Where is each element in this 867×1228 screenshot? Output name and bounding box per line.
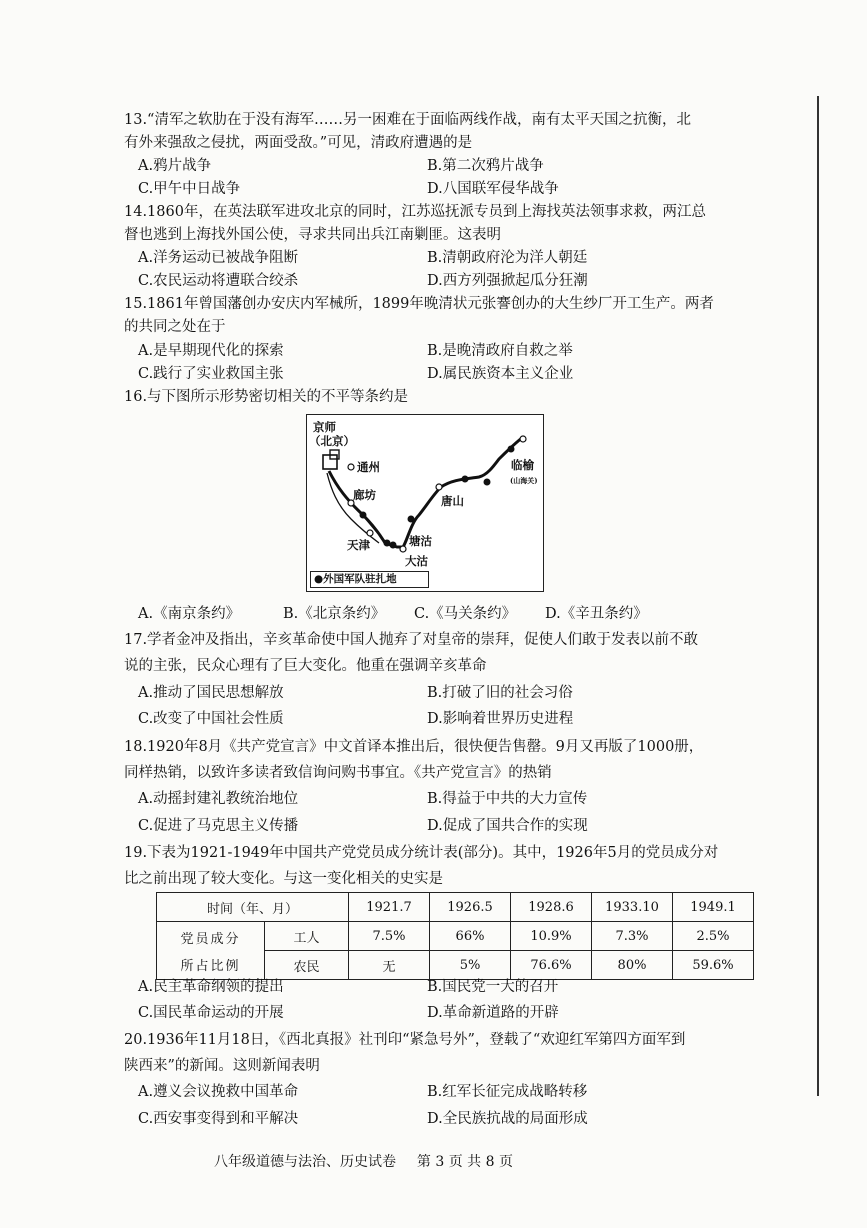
table-cell: 66% [430, 922, 511, 951]
q14-option-a: A.洋务运动已被战争阻断 [138, 250, 299, 266]
group-label-bottom: 所占比例 [180, 958, 241, 974]
table-header-cell: 1928.6 [511, 893, 592, 922]
q19-option-c: C.国民革命运动的开展 [138, 1005, 284, 1021]
q19-option-d: D.革命新道路的开辟 [427, 1005, 559, 1021]
q14-option-b: B.清朝政府沦为洋人朝廷 [427, 250, 588, 266]
table-header-cell: 时间（年、月） [157, 893, 349, 922]
party-membership-table [156, 892, 754, 980]
q17-option-b: B.打破了旧的社会习俗 [427, 685, 573, 701]
q13-stem-line1: 13.“清军之软肋在于没有海军……另一困难在于面临两线作战，南有太平天国之抗衡，北 [124, 112, 691, 128]
map-label-tongzhou: 通州 [357, 460, 380, 474]
q15-option-b: B.是晚清政府自救之举 [427, 343, 573, 359]
q19-stem-line2: 比之前出现了较大变化。与这一变化相关的史实是 [124, 871, 443, 887]
table-cell: 7.3% [592, 922, 673, 951]
table-cell: 59.6% [673, 951, 754, 980]
table-cell: 2.5% [673, 922, 754, 951]
q20-option-c: C.西安事变得到和平解决 [138, 1111, 299, 1127]
q17-option-a: A.推动了国民思想解放 [138, 685, 284, 701]
table-cell: 10.9% [511, 922, 592, 951]
footer-subject: 八年级道德与法治、历史试卷 [214, 1154, 396, 1170]
q13-option-d: D.八国联军侵华战争 [427, 181, 559, 197]
group-label-top: 党员成分 [180, 931, 241, 947]
table-group-label [157, 922, 265, 980]
page-margin-rule [817, 96, 819, 1096]
q19-stem-line1: 19.下表为1921-1949年中国共产党党员成分统计表(部分)。其中，1926年5月的党员成分对 [124, 845, 719, 861]
q17-stem-line1: 17.学者金冲及指出，辛亥革命使中国人抛弃了对皇帝的崇拜，促使人们敢于发表以前不敢 [124, 632, 699, 648]
map-label-linyu-sub: (山海关) [510, 476, 538, 485]
q14-option-d: D.西方列强掀起瓜分狂潮 [427, 273, 588, 289]
q17-option-c: C.改变了中国社会性质 [138, 711, 284, 727]
q20-stem-line1: 20.1936年11月18日，《西北真报》社刊印“紧急号外”，登载了“欢迎红军第四方面军到 [124, 1032, 686, 1048]
q14-stem-line1: 14.1860年，在英法联军进攻北京的同时，江苏巡抚派专员到上海找英法领事求救，两江总 [124, 204, 706, 220]
map-label-capital: 京师 [313, 420, 336, 434]
map-label-tangshan: 唐山 [441, 494, 464, 508]
q16-option-b: B.《北京条约》 [283, 606, 386, 622]
map-label-tanggu: 塘沽 [409, 534, 432, 548]
q15-stem-line1: 15.1861年曾国藩创办安庆内军械所，1899年晚清状元张謇创办的大生纱厂开工生产。两者 [124, 296, 714, 312]
table-row [157, 922, 754, 951]
map-legend [310, 571, 429, 588]
table-cell: 7.5% [349, 922, 430, 951]
q17-option-d: D.影响着世界历史进程 [427, 711, 574, 727]
table-header-cell: 1933.10 [592, 893, 673, 922]
q13-option-c: C.甲午中日战争 [138, 181, 241, 197]
q15-option-a: A.是早期现代化的探索 [138, 343, 284, 359]
page-footer [214, 1151, 513, 1171]
map-label-linyu: 临榆 [511, 458, 534, 472]
map-label-capital-sub: （北京） [309, 434, 355, 448]
legend-label: 外国军队驻扎地 [323, 573, 397, 585]
q16-option-c: C.《马关条约》 [414, 606, 517, 622]
q16-stem-line1: 16.与下图所示形势密切相关的不平等条约是 [124, 389, 409, 405]
treaty-situation-map [306, 414, 544, 592]
q18-option-d: D.促成了国共合作的实现 [427, 818, 588, 834]
legend-dot-icon: ● [314, 573, 324, 585]
table-header-row [157, 893, 754, 922]
table-cell: 76.6% [511, 951, 592, 980]
q17-stem-line2: 说的主张，民众心理有了巨大变化。他重在强调辛亥革命 [124, 658, 487, 674]
q20-option-b: B.红军长征完成战略转移 [427, 1084, 588, 1100]
q20-option-d: D.全民族抗战的局面形成 [427, 1111, 588, 1127]
table-header-cell: 1949.1 [673, 893, 754, 922]
table-header-cell: 1926.5 [430, 893, 511, 922]
q19-option-a: A.民主革命纲领的提出 [138, 979, 284, 995]
q16-option-d: D.《辛丑条约》 [545, 606, 648, 622]
q13-option-b: B.第二次鸦片战争 [427, 158, 544, 174]
q14-option-c: C.农民运动将遭联合绞杀 [138, 273, 299, 289]
table-cell: 5% [430, 951, 511, 980]
q13-option-a: A.鸦片战争 [138, 158, 212, 174]
map-label-langfang: 廊坊 [353, 488, 376, 502]
q15-stem-line2: 的共同之处在于 [124, 319, 226, 335]
map-label-tianjin: 天津 [347, 538, 370, 552]
q20-stem-line2: 陕西来”的新闻。这则新闻表明 [124, 1058, 320, 1074]
map-label-dagu: 大沽 [405, 554, 428, 568]
footer-page-number: 第 3 页 共 8 页 [416, 1154, 513, 1170]
table-header-cell: 1921.7 [349, 893, 430, 922]
q18-stem-line2: 同样热销，以致许多读者致信询问购书事宜。《共产党宣言》的热销 [124, 765, 552, 781]
table-cell: 80% [592, 951, 673, 980]
table-row-label: 工人 [265, 922, 349, 951]
q18-option-c: C.促进了马克思主义传播 [138, 818, 299, 834]
q19-option-b: B.国民党一大的召开 [427, 979, 559, 995]
q18-option-b: B.得益于中共的大力宣传 [427, 791, 588, 807]
q14-stem-line2: 督也逃到上海找外国公使，寻求共同出兵江南剿匪。这表明 [124, 227, 501, 243]
table-row-label: 农民 [265, 951, 349, 980]
q16-option-a: A.《南京条约》 [138, 606, 241, 622]
q15-option-c: C.践行了实业救国主张 [138, 366, 284, 382]
table-cell: 无 [349, 951, 430, 980]
q18-option-a: A.动摇封建礼教统治地位 [138, 791, 299, 807]
q13-stem-line2: 有外来强敌之侵扰，两面受敌。”可见，清政府遭遇的是 [124, 135, 473, 151]
q20-option-a: A.遵义会议挽救中国革命 [138, 1084, 299, 1100]
q18-stem-line1: 18.1920年8月《共产党宣言》中文首译本推出后，很快便告售罄。9月又再版了1000册， [124, 739, 704, 755]
q15-option-d: D.属民族资本主义企业 [427, 366, 574, 382]
